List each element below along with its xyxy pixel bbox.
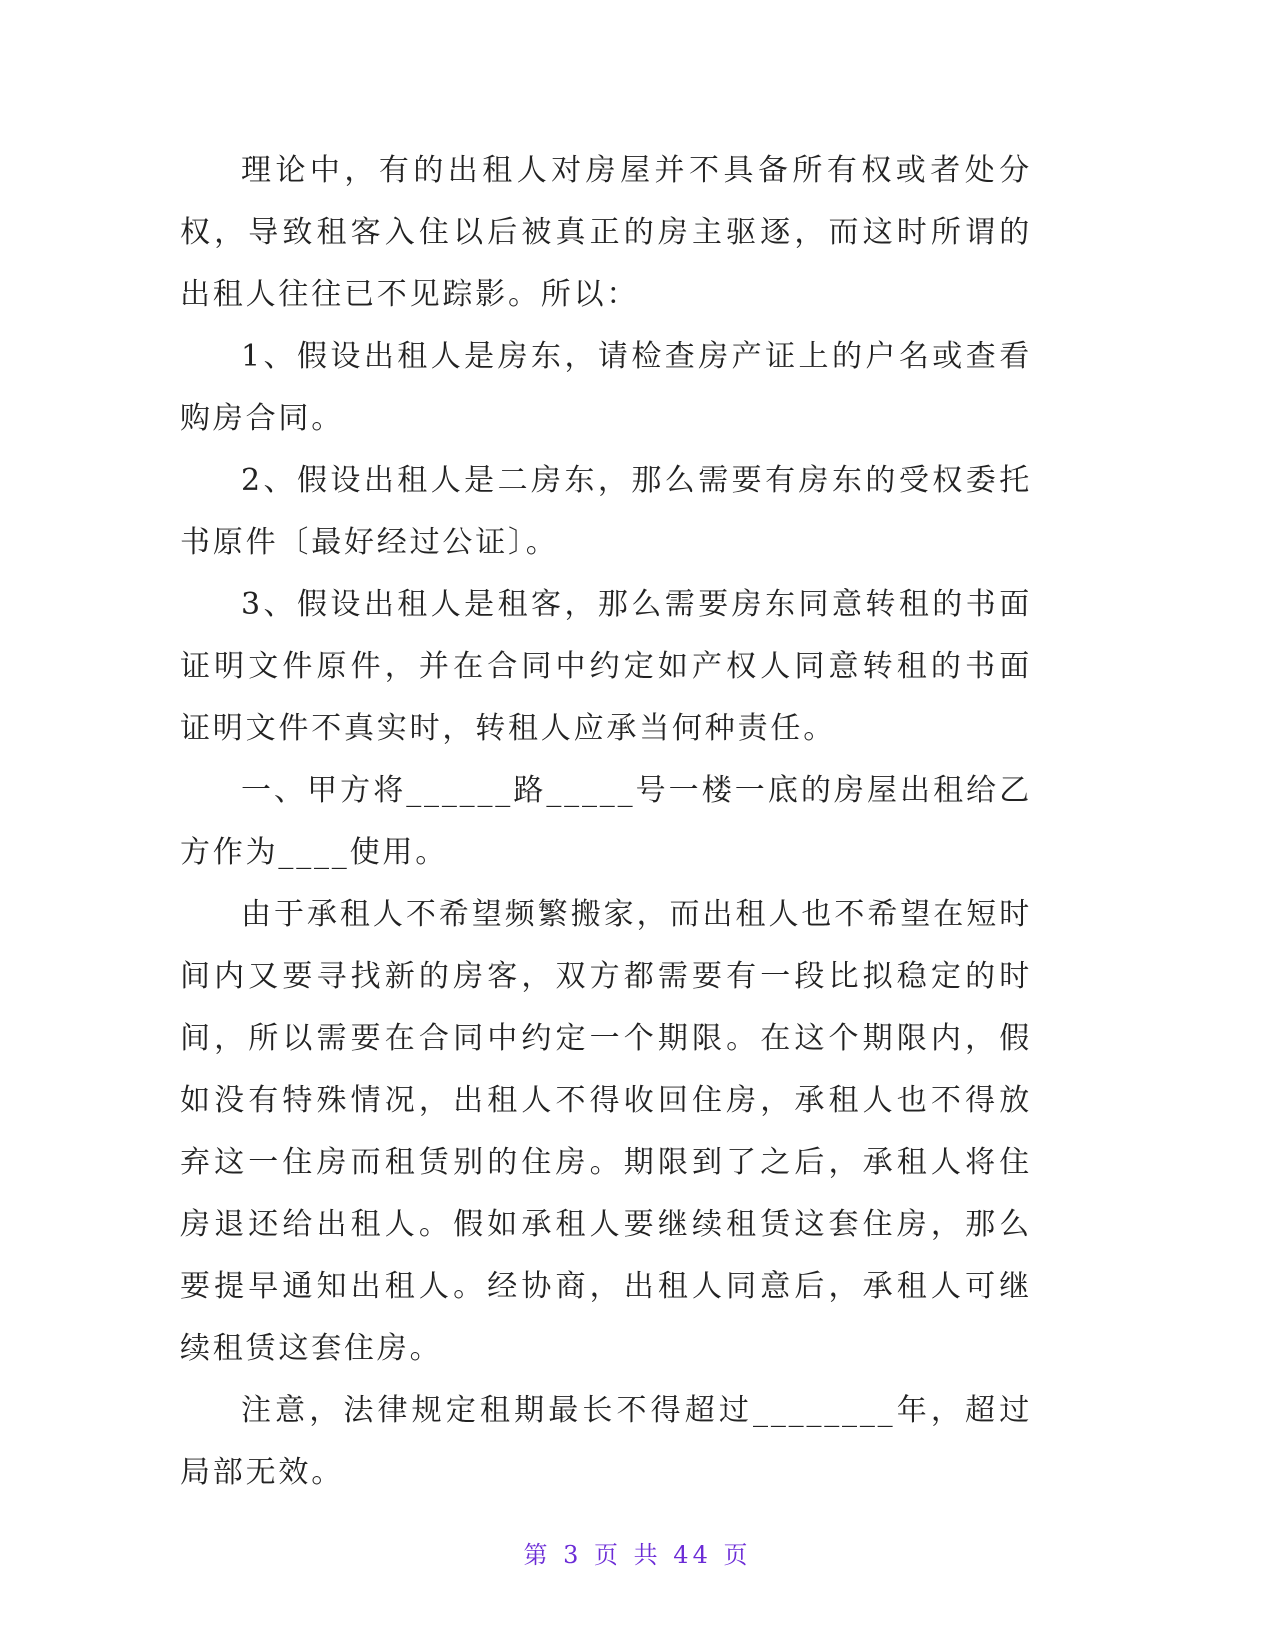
paragraph-legal-note: 注意，法律规定租期最长不得超过________年，超过局部无效。 [180, 1393, 1032, 1490]
paragraph-term-explanation: 由于承租人不希望频繁搬家，而出租人也不希望在短时间内又要寻找新的房客，双方都需要有一段比拟稳定的时间，所以需要在合同中约定一个期限。在这个期限内，假如没有特殊情况，出租人不得收回住房，承租人也不得放弃这一住房而租赁别的住房。期限到了之后，承租人将住房退还给出租人。假如承租人要继续租赁这套住房，那么要提早通知出租人。经协商，出租人同意后，承租人可继续租赁这套住房。 [180, 897, 1032, 1366]
paragraph-item-1: 1、假设出租人是房东，请检查房产证上的户名或查看购房合同。 [180, 339, 1032, 436]
page-footer [0, 1540, 1275, 1570]
paragraph-item-3: 3、假设出租人是租客，那么需要房东同意转租的书面证明文件原件，并在合同中约定如产权人同意转租的书面证明文件不真实时，转租人应承当何种责任。 [180, 587, 1032, 746]
paragraph-intro: 理论中，有的出租人对房屋并不具备所有权或者处分权，导致租客入住以后被真正的房主驱逐，而这时所谓的出租人往往已不见踪影。所以： [180, 153, 1032, 312]
paragraph-item-2: 2、假设出租人是二房东，那么需要有房东的受权委托书原件〔最好经过公证〕。 [180, 463, 1032, 560]
document-body [180, 140, 1032, 1504]
paragraph-clause-1: 一、甲方将______路_____号一楼一底的房屋出租给乙方作为____使用。 [180, 773, 1032, 870]
page-number: 第 3 页 共 44 页 [523, 1541, 752, 1569]
